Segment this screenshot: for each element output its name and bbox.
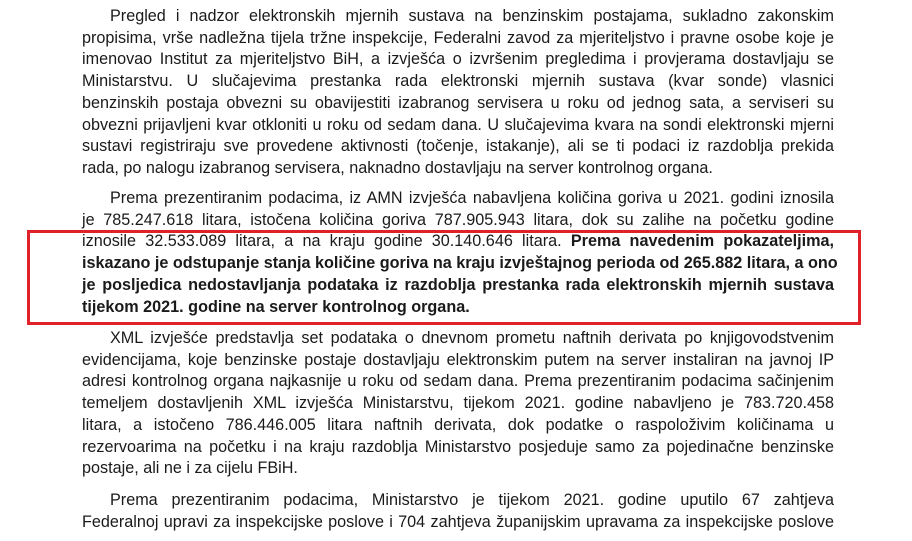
text-line: Prema prezentiranim podacima, iz AMN izvješća nabavljena količina goriva u 2021. godini iznosila	[110, 189, 834, 207]
text-line: Ministarstvu. U slučajevima prestanka rada elektronski mjernih sustava (kvar sonde) vlasnici	[82, 72, 834, 91]
text-line: propisima, vrše nadležna tijela tržne inspekcije, Federalni zavod za mjeriteljstvo i pravne osobe koje je	[82, 28, 834, 47]
text-line: adresi kontrolnog organa najkasnije u roku od sedam dana. Prema prezentiranim podacima sačinjenim	[82, 372, 834, 391]
paragraph-3	[82, 328, 834, 480]
text-line: benzinskih postaja obvezni su obavijestiti izabranog servisera u roku od jednog sata, a serviseri su	[82, 93, 834, 112]
highlight-bold-line: iskazano je odstupanje stanja količine goriva na kraju izvještajnog perioda od 265.882 litara, a ono	[82, 254, 838, 273]
highlight-bold-line: tijekom 2021. godine na server kontrolnog organa.	[82, 297, 470, 316]
text-line: rezervoarima na početku i na kraju razdoblja Ministarstvo posjeduje samo za pojedinačne benzinske	[82, 437, 834, 456]
text-line: XML izvješće predstavlja set podataka o dnevnom prometu naftnih derivata po knjigovodstvenim	[110, 329, 834, 347]
paragraph-1	[82, 6, 834, 180]
text-line: Pregled i nadzor elektronskih mjernih sustava na benzinskim postajama, sukladno zakonskim	[110, 7, 834, 25]
text-line: Federalnoj upravi za inspekcijske poslove i 704 zahtjeva županijskim upravama za inspekcijske poslove	[82, 512, 834, 531]
highlight-box	[27, 230, 861, 325]
highlight-plain-text: iznosile 32.533.089 litara, a na kraju godine 30.140.646 litara.	[82, 232, 562, 251]
text-line: Prema prezentiranim podacima, Ministarstvo je tijekom 2021. godine uputilo 67 zahtjeva	[110, 491, 834, 509]
highlight-bold-line: je posljedica nedostavljanja podataka iz razdoblja prestanka rada elektronskih mjernih sustava	[82, 275, 834, 294]
text-line: rada, po nalogu izabranog servisera, naknadno dostavljaju na server kontrolnog organa.	[82, 158, 713, 177]
text-line: imenovao Institut za mjeriteljstvo BiH, a izvješća o izvršenim pregledima i provjerama dostavljaju se	[82, 50, 834, 69]
highlight-bold-text: Prema navedenim pokazateljima,	[570, 232, 834, 251]
text-line: sustavi registriraju sve provedene aktivnosti (točenje, istakanje), ali se ti podaci iz razdoblja prekida	[82, 137, 834, 156]
paragraph-4	[82, 490, 834, 533]
text-line: postaje, ali ne i za cijelu FBiH.	[82, 459, 298, 478]
text-line: obvezni prijavljeni kvar otkloniti u roku od sedam dana. U slučajevima kvara na sondi elektronski mjerni	[82, 115, 834, 134]
text-line: litara, a istočeno 786.446.005 litara naftnih derivata, dok podatke o raspoloživim količinama u	[82, 415, 834, 434]
text-line: temeljem dostavljenih XML izvješća Ministarstvu, tijekom 2021. godine nabavljeno je 783.720.458	[82, 394, 834, 413]
text-line: je 785.247.618 litara, istočena količina goriva 787.905.943 litara, dok su zalihe na početku godine	[82, 210, 834, 229]
text-line: evidencijama, koje benzinske postaje dostavljaju elektronskim putem na server instaliran na javnoj IP	[82, 350, 834, 369]
